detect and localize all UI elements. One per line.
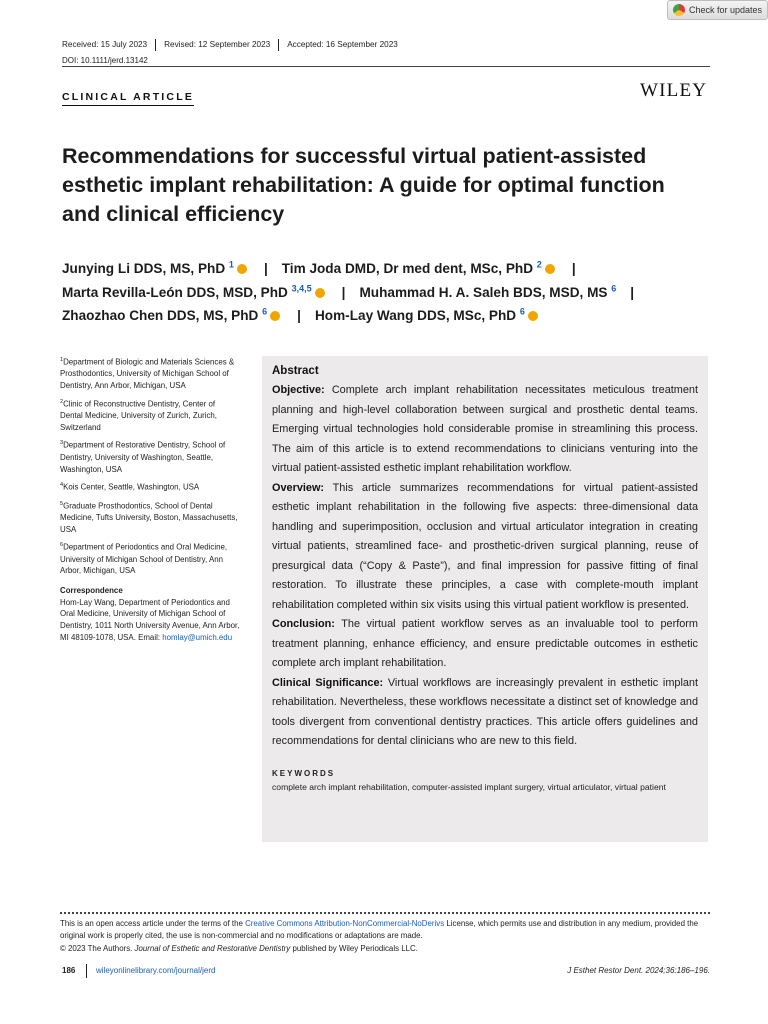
author[interactable]: Zhaozhao Chen DDS, MS, PhD $^6$	[62, 306, 268, 323]
orcid-icon[interactable]	[270, 311, 280, 321]
check-updates-label: Check for updates	[689, 5, 763, 15]
publisher-logo: WILEY	[640, 80, 708, 101]
abstract-conclusion: Conclusion: The virtual patient workflow serves as an invaluable tool to perform treatment planning, enhance efficiency, and ensure predictable outcomes in esthetic complete arch implant rehabilitation.	[272, 618, 698, 669]
email-link[interactable]: homlay@umich.edu	[162, 632, 233, 642]
abstract-clinical-significance: Clinical Significance: Virtual workflows are increasingly prevalent in esthetic implant rehabilitation. Nevertheless, these workflows necessitate a distinct set of knowledge and tools divergent from conventional dentistry practices. This article offers guidelines and recommendations for dental clinicians who are new to this field.	[272, 676, 699, 747]
footer-divider	[86, 964, 87, 978]
affiliation: $^6$Department of Periodontics and Oral Medicine, University of Michigan School of Dentistry, Ann Arbor, Michigan, USA	[60, 542, 228, 576]
revised-date: Revised: 12 September 2023	[156, 39, 279, 51]
orcid-icon[interactable]	[237, 264, 247, 274]
journal-name: Journal of Esthetic and Restorative Dentistry	[134, 943, 291, 953]
page-number: 186	[62, 966, 76, 975]
affiliation: $^1$Department of Biologic and Materials Sciences & Prosthodontics, University of Michigan School of Dentistry, Ann Arbor, Michigan, USA	[60, 357, 235, 391]
author[interactable]: Marta Revilla-León DDS, MSD, PhD $^{3,4,5}$	[62, 282, 312, 300]
orcid-icon[interactable]	[315, 288, 325, 298]
author[interactable]: Muhammad H. A. Saleh BDS, MSD, MS $^6$	[359, 282, 617, 300]
abstract-heading: Abstract	[272, 365, 319, 377]
keywords-heading: KEYWORDS	[272, 768, 336, 778]
abstract-objective: Objective: Complete arch implant rehabilitation necessitates meticulous treatment planning and high-level collaboration between surgical and prosthetic dental teams. Emerging virtual technologies hold considerable promise in streamlining this process. The aim of this article is to extend recommendations to clinicians venturing into the virtual patient-assisted esthetic implant rehabilitation workflow.	[272, 384, 698, 474]
author[interactable]: Junying Li DDS, MS, PhD $^1$	[62, 259, 234, 276]
author[interactable]: Tim Joda DMD, Dr med dent, MSc, PhD $^2$	[281, 259, 542, 276]
article-dates	[62, 39, 406, 51]
received-date: Received: 15 July 2023	[62, 39, 156, 51]
correspondence-heading: Correspondence	[60, 586, 123, 595]
author[interactable]: Hom-Lay Wang DDS, MSc, PhD $^6$	[314, 306, 525, 323]
header-divider	[62, 66, 710, 67]
accepted-date: Accepted: 16 September 2023	[287, 40, 398, 49]
orcid-icon[interactable]	[528, 311, 538, 321]
affiliation: $^5$Graduate Prosthodontics, School of Dental Medicine, Tufts University, Boston, Massachusetts, USA	[60, 500, 238, 534]
license-link[interactable]: Creative Commons Attribution-NonCommercial-NoDerivs	[245, 919, 445, 928]
affiliation: $^3$Department of Restorative Dentistry, School of Dentistry, University of Washington, Seattle, Washington, USA	[60, 440, 226, 474]
correspondence-text: Hom-Lay Wang, Department of Periodontics and Oral Medicine, University of Michigan School of Dentistry, 1011 North University Avenue, Ann Arbor, MI 48109-1078, USA. Email: homlay@umich.edu	[60, 597, 240, 642]
author-list: Junying Li DDS, MS, PhD $^1$ | Tim Joda DMD, Dr med dent, MSc, PhD $^2$ | Marta Revilla-León DDS, MSD, PhD $^{3,4,5}$ | Muhammad H. A. Saleh BDS, MSD, MS $^6$ | Zhaozhao Chen DDS, MS, PhD $^6$ | Hom-Lay Wang DDS, MSc, PhD $^6$	[62, 259, 635, 323]
affiliation: $^4$Kois Center, Seattle, Washington, USA	[60, 482, 200, 492]
license-notice: This is an open access article under the terms of the Creative Commons Attribution-NonCommercial-NoDerivs License, which permits use and distribution in any medium, provided the original work is properly cited, the use is non-commercial and no modifications or adaptations are made. © 2023 The Authors. Journal of Esthetic and Restorative Dentistry published by Wiley Periodicals LLC.	[60, 912, 710, 955]
crossmark-icon	[673, 4, 685, 16]
abstract-overview: Overview: This article summarizes recommendations for virtual patient-assisted esthetic implant rehabilitation in the following five aspects: three-dimensional data handling and superimposition, occlusion and virtual articulator integration in creating virtual patients, streamlined face- and prosthetic-driven surgical planning, reuse of presurgical data (“Copy & Paste”), and final impression for passive fitting of final restoration. To illustrate these principles, a case with complete-mouth implant rehabilitation completed within six visits using this virtual patient workflow is presented.	[272, 481, 698, 611]
journal-site-link[interactable]: wileyonlinelibrary.com/journal/jerd	[96, 966, 216, 975]
keywords: complete arch implant rehabilitation, computer-assisted implant surgery, virtual articulator, virtual patient	[272, 781, 666, 792]
citation: J Esthet Restor Dent. 2024;36:186–196.	[567, 966, 710, 975]
article-type: CLINICAL ARTICLE	[62, 91, 194, 106]
orcid-icon[interactable]	[545, 264, 555, 274]
check-for-updates-button[interactable]	[667, 0, 768, 20]
affiliations	[60, 355, 240, 644]
article-title: Recommendations for successful virtual patient-assisted esthetic implant rehabilitation: A guide for optimal function and clinical efficiency	[62, 144, 665, 226]
affiliation: $^2$Clinic of Reconstructive Dentistry, Center of Dental Medicine, University of Zurich, Zurich, Switzerland	[60, 398, 217, 432]
doi: DOI: 10.1111/jerd.13142	[62, 56, 148, 65]
abstract-box	[262, 356, 708, 842]
